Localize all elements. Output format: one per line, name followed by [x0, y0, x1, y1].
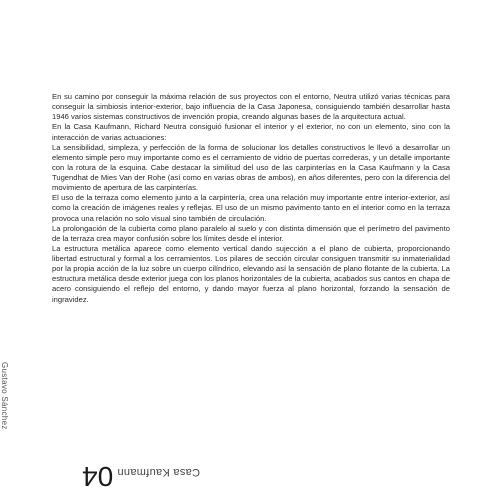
- paragraph: En su camino por conseguir la máxima relación de sus proyectos con el entorno, Neutra utilizó varias técnicas para conseguir la simbiosis interior-exterior, bajo influencia de la Casa Japonesa, consiguiendo también desarrollar hasta 1946 varios sistemas constructivos de invención propia, creando algunas bases de la arquitectura actual.: [52, 92, 450, 122]
- footer: [6, 462, 206, 496]
- author-name: Gustavo Sánchez: [0, 362, 9, 430]
- page-number: 04: [82, 461, 114, 492]
- author-vertical-wrap: [0, 362, 15, 430]
- paragraph: En la Casa Kaufmann, Richard Neutra consiguió fusionar el interior y el exterior, no con un elemento, sino con la interacción de varias actuaciones:: [52, 122, 450, 142]
- paragraph: El uso de la terraza como elemento junto a la carpintería, crea una relación muy importante entre interior-exterior, así como la creación de imágenes reales y reflejas. El uso de un mismo pavimento tanto en el interior como en la terraza provoca una relación no solo visual sino también de circulación.: [52, 193, 450, 223]
- body-text: [52, 92, 450, 305]
- paragraph: La prolongación de la cubierta como plano paralelo al suelo y con distinta dimensión que el perímetro del pavimento de la terraza crea mayor confusión sobre los límites desde el interior.: [52, 223, 450, 243]
- footer-title: Casa Kaufmann: [117, 466, 200, 478]
- paragraph: La estructura metálica aparece como elemento vertical dando sujección a el plano de cubierta, proporcionando libertad estructural y formal a los cerramientos. Los pilares de sección circular consiguen transmitir su inmaterialidad por la propia acción de la luz sobre un cuerpo cilíndrico, elevando así la sensación de plano flotante de la cubierta. La estructura metálica desde exterior juega con los planos horizontales de la cubierta, acabados sus cantos en chapa de acero consiguiendo el reflejo del entorno, y dando mayor fuerza al plano horizontal, forzando la sensación de ingravidez.: [52, 243, 450, 304]
- paragraph: La sensibilidad, simpleza, y perfección de la forma de solucionar los detalles constructivos le llevó a desarrollar un elemento simple pero muy importante como es el cerramiento de vidrio de puertas correderas, y un detalle importante con la rotura de la esquina. Cabe destacar la similitud del uso de las carpinterías en la Casa Kaufmann y la Casa Tugendhat de Mies Van der Rohe (así como en varias obras de ambos), en años diferentes, pero con la diferencia del movimiento de apertura de las carpinterías.: [52, 142, 450, 193]
